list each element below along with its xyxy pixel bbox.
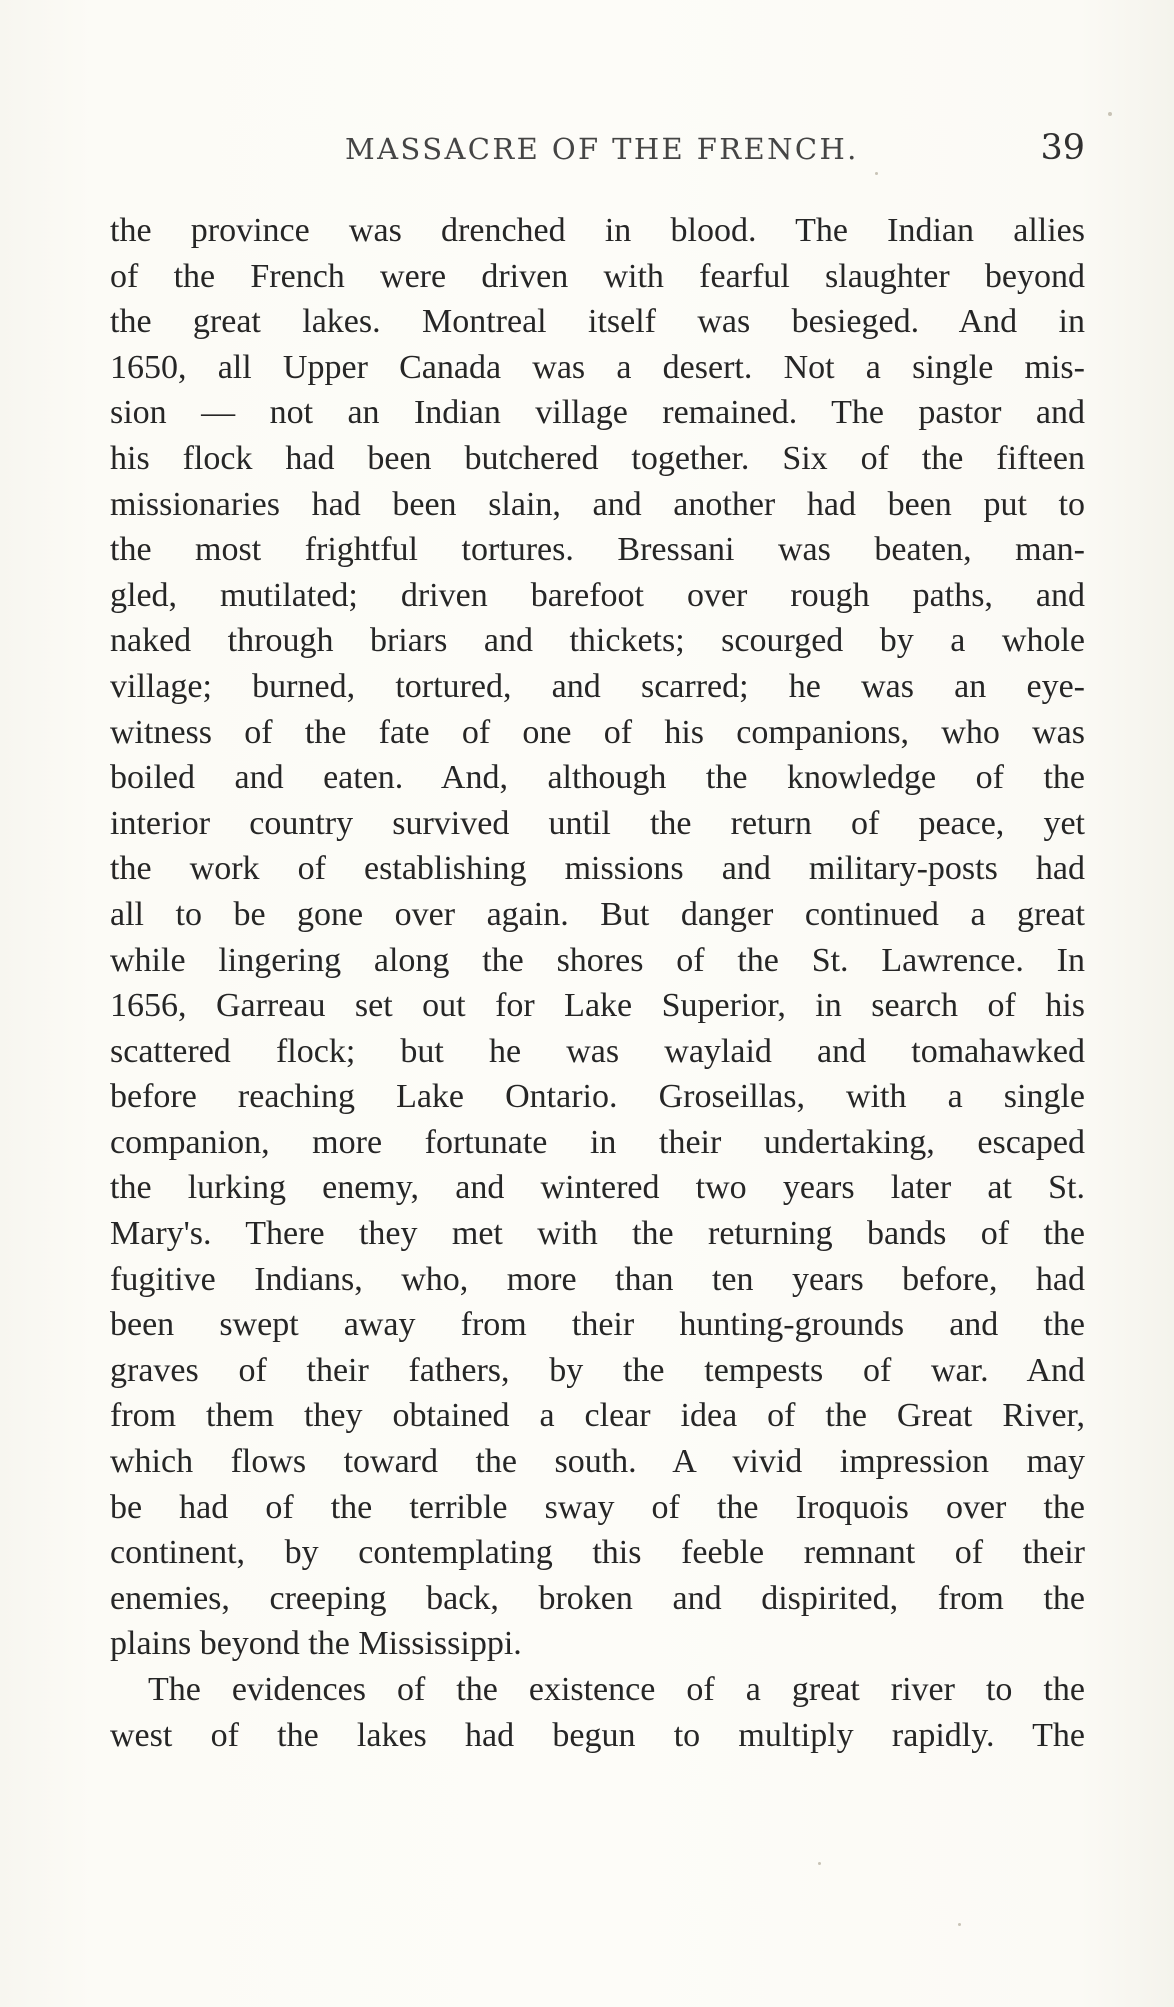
paper-speck xyxy=(1108,112,1112,116)
paper-speck xyxy=(818,1862,821,1865)
text-line: his flock had been butchered together. Six of the fifteen xyxy=(110,439,1085,477)
text-line: 1650, all Upper Canada was a desert. Not a single mis- xyxy=(110,348,1085,386)
paper-speck xyxy=(958,1923,961,1926)
body-text xyxy=(110,208,1085,1758)
text-line: all to be gone over again. But danger continued a great xyxy=(110,895,1085,933)
text-line: of the French were driven with fearful slaughter beyond xyxy=(110,257,1085,295)
text-line: boiled and eaten. And, although the knowledge of the xyxy=(110,759,1085,797)
text-line: the great lakes. Montreal itself was besieged. And in xyxy=(110,303,1085,341)
text-line: gled, mutilated; driven barefoot over rough paths, and xyxy=(110,576,1085,614)
text-line: the province was drenched in blood. The Indian allies xyxy=(110,212,1085,249)
text-line: the lurking enemy, and wintered two years later at St. xyxy=(110,1169,1085,1207)
text-line: The evidences of the existence of a great river to the xyxy=(148,1671,1085,1708)
text-line: while lingering along the shores of the St. Lawrence. In xyxy=(110,941,1085,979)
text-line: 1656, Garreau set out for Lake Superior, in search of his xyxy=(110,987,1085,1025)
paragraph xyxy=(110,1667,1085,1758)
text-line: naked through briars and thickets; scourged by a whole xyxy=(110,622,1085,660)
running-head xyxy=(110,128,1085,178)
text-line: west of the lakes had begun to multiply rapidly. The xyxy=(110,1716,1085,1754)
page-number: 39 xyxy=(1040,128,1085,168)
text-line: before reaching Lake Ontario. Groseillas, with a single xyxy=(110,1078,1085,1116)
paper-speck xyxy=(875,172,878,175)
text-line: missionaries had been slain, and another had been put to xyxy=(110,485,1085,523)
text-line: graves of their fathers, by the tempests of war. And xyxy=(110,1351,1085,1389)
text-line: village; burned, tortured, and scarred; he was an eye- xyxy=(110,667,1085,705)
text-line: sion — not an Indian village remained. The pastor and xyxy=(110,394,1085,432)
text-line: the work of establishing missions and military-posts had xyxy=(110,850,1085,888)
text-line: interior country survived until the return of peace, yet xyxy=(110,804,1085,842)
text-line: be had of the terrible sway of the Iroquois over the xyxy=(110,1488,1085,1526)
text-line: Mary's. There they met with the returning bands of the xyxy=(110,1215,1085,1253)
text-line: which flows toward the south. A vivid impression may xyxy=(110,1443,1085,1481)
text-line: witness of the fate of one of his companions, who was xyxy=(110,713,1085,751)
text-line: fugitive Indians, who, more than ten years before, had xyxy=(110,1260,1085,1298)
text-line: the most frightful tortures. Bressani was beaten, man- xyxy=(110,531,1085,569)
text-line: plains beyond the Mississippi. xyxy=(110,1625,522,1663)
text-line: continent, by contemplating this feeble remnant of their xyxy=(110,1534,1085,1572)
paragraph xyxy=(110,208,1085,1667)
text-line: companion, more fortunate in their undertaking, escaped xyxy=(110,1123,1085,1161)
running-title: MASSACRE OF THE FRENCH. xyxy=(345,132,859,166)
text-line: scattered flock; but he was waylaid and tomahawked xyxy=(110,1032,1085,1070)
text-line: been swept away from their hunting-grounds and the xyxy=(110,1306,1085,1344)
text-line: enemies, creeping back, broken and dispirited, from the xyxy=(110,1579,1085,1617)
text-line: from them they obtained a clear idea of the Great River, xyxy=(110,1397,1085,1435)
